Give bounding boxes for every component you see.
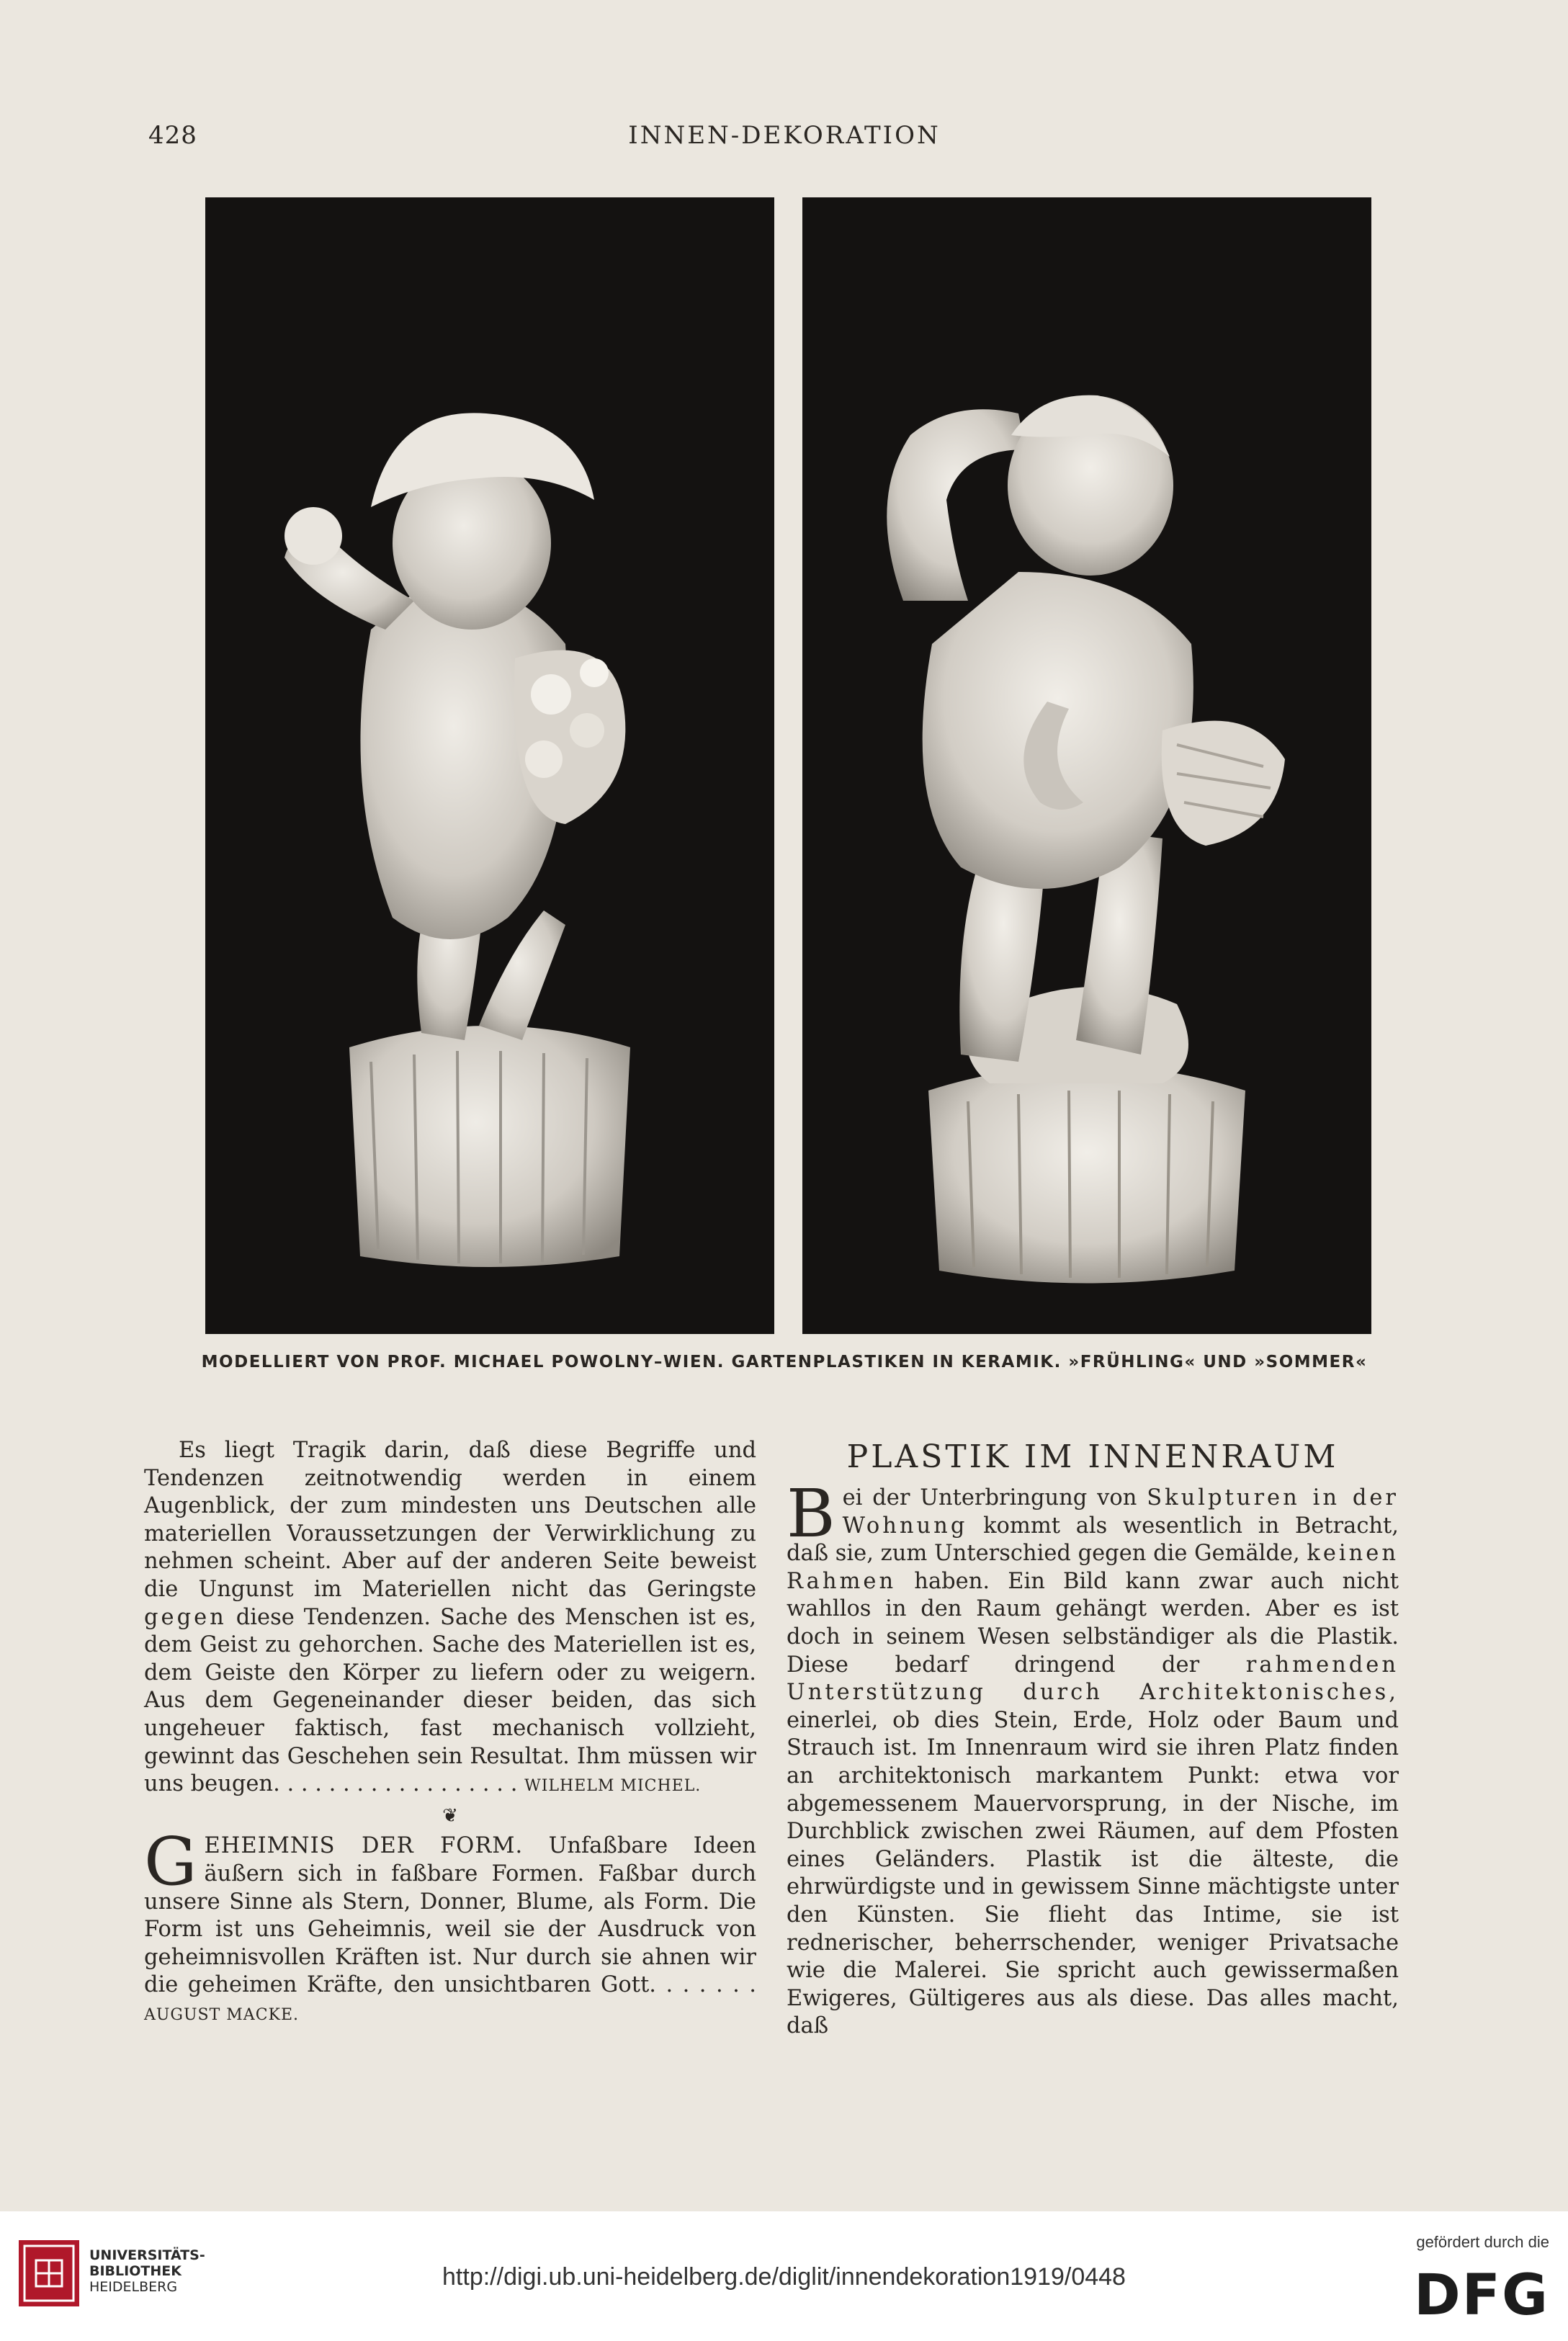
paragraph-text: haben. Ein Bild kann zwar auch nicht wahllos in den Raum gehängt werden. Aber es ist doch in seinem Wesen selbständiger als die Plastik. Diese bedarf dringend der <box>787 1568 1399 1678</box>
paragraph-macke <box>144 1823 756 2029</box>
drop-cap: G <box>144 1823 197 1901</box>
paragraph-plastik <box>787 1475 1399 2041</box>
dfg-logo: DFG <box>1413 2263 1549 2328</box>
summer-figure-illustration <box>802 197 1371 1334</box>
spaced-phrase: rahmenden Unterstützung durch Architektonisches, <box>787 1652 1399 1706</box>
university-name-line: HEIDELBERG <box>89 2279 178 2295</box>
spaced-phrase: Skulpturen in der Wohnung <box>842 1485 1399 1539</box>
paragraph-text: Unfaßbare Ideen äußern sich in faßbare Formen. Faßbar durch unsere Sinne als Stern, Donner, Blume, als Form. Die Form ist uns Geheimnis, weil sie der Ausdruck von geheimnisvollen Kräften ist. Nur durch sie ahnen wir die geheimen Kräfte, den unsichtbaren Gott. . . . . . . <box>144 1833 756 1998</box>
university-name-line: BIBLIOTHEK <box>89 2263 182 2279</box>
paragraph-text: diese Tendenzen. Sache des Menschen ist es, dem Geist zu gehorchen. Sache des Materiellen ist es, dem Geiste den Körper zu liefern oder zu weigern. Aus dem Gegeneinander dieser beiden, das sich ungeheuer faktisch, fast mechanisch vollzieht, gewinnt das Geschehen sein Resultat. Ihm müssen wir uns beugen. . . . . . . . . . . . . . . . . . <box>144 1604 756 1797</box>
paragraph-text: Es liegt Tragik darin, daß diese Begriffe und Tendenzen zeitnotwendig werden in einem Augenblick, der zum mindesten uns Deutschen alle materiellen Voraussetzungen der Verwirklichung zu nehmen scheint. Aber auf der anderen Seite beweist die Ungunst im Materiellen nicht das Geringste <box>144 1438 756 1602</box>
section-title: PLASTIK IM INNENRAUM <box>846 1438 1339 1475</box>
journal-title: INNEN-DEKORATION <box>628 121 941 150</box>
right-column <box>787 1437 1399 2041</box>
ornament: ❦ <box>442 1804 458 1827</box>
university-name-line: UNIVERSITÄTS- <box>89 2247 205 2263</box>
spring-figure-illustration <box>205 197 774 1334</box>
figure-caption: MODELLIERT VON PROF. MICHAEL POWOLNY–WIEN. GARTENPLASTIKEN IN KERAMIK. »FRÜHLING« UND »SOMMER« <box>201 1353 1368 1371</box>
section-lead: EHEIMNIS DER FORM. <box>204 1833 524 1859</box>
left-column <box>144 1437 756 2029</box>
drop-cap: B <box>787 1475 835 1552</box>
author-signature: AUGUST MACKE. <box>144 2005 300 2024</box>
spaced-word: gegen <box>144 1604 227 1630</box>
paragraph-text: einerlei, ob dies Stein, Erde, Holz oder Baum und Strauch ist. Im Innenraum wird sie ihren Platz finden an architektonisch markantem Punkt: etwa vor abgemessenem Mauervorsprung, in der Nische, im Durchblick zwischen zwei Räumen, auf dem Pfosten eines Geländers. Plastik ist die älteste, die ehrwürdigste und in gewissem Sinne mächtigste unter den Künsten. Sie flieht das Intime, sie ist rednerischer, beherrschender, weniger Privatsache wie die Malerei. Sie spricht auch gewissermaßen Ewigeres, Gültigeres aus als diese. Das alles macht, daß <box>787 1707 1399 2039</box>
digitization-url-link[interactable]: http://digi.ub.uni-heidelberg.de/diglit/innendekoration1919/0448 <box>442 2263 1126 2291</box>
paragraph-text: kommt als wesentlich in Betracht, daß sie, zum Unterschied gegen die Gemälde, <box>787 1513 1399 1567</box>
author-signature: WILHELM MICHEL. <box>524 1777 702 1796</box>
page-number: 428 <box>148 121 197 150</box>
photo-spring-figure <box>205 197 774 1334</box>
paragraph-michel <box>144 1437 756 1801</box>
photo-summer-figure <box>802 197 1371 1334</box>
spaced-phrase: keinen Rahmen <box>787 1541 1399 1594</box>
footer <box>0 2211 1568 2341</box>
funding-note: gefördert durch die <box>1416 2233 1549 2251</box>
page-header <box>148 121 1420 157</box>
paragraph-text: ei der Unterbringung von <box>842 1485 1137 1510</box>
